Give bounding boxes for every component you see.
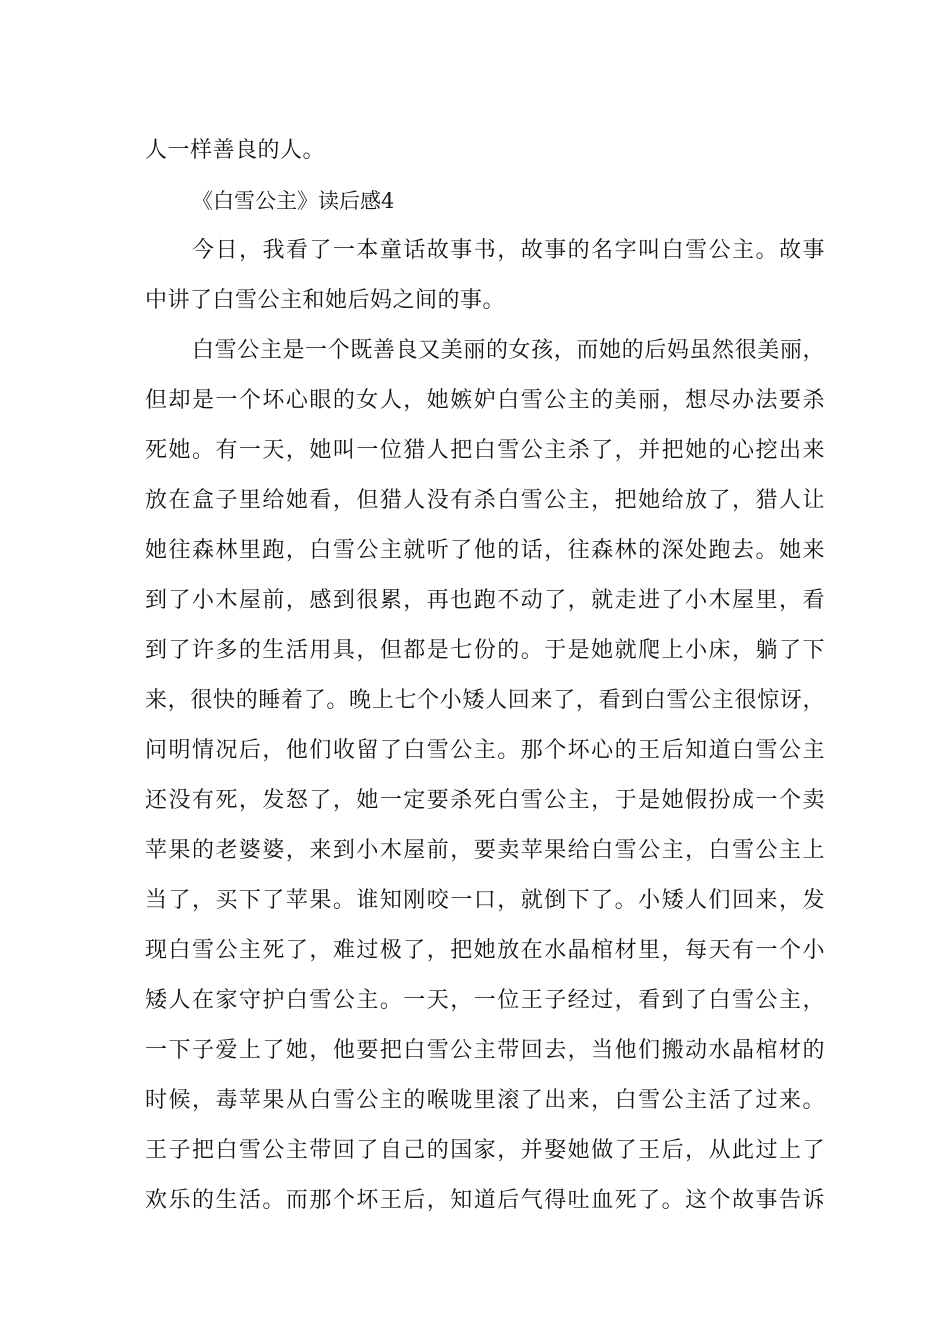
paragraph-line: 但却是一个坏心眼的女人，她嫉妒白雪公主的美丽，想尽办法要杀: [145, 388, 825, 413]
paragraph-line: 当了，买下了苹果。谁知刚咬一口，就倒下了。小矮人们回来，发: [145, 888, 825, 913]
paragraph-line: 白雪公主是一个既善良又美丽的女孩，而她的后妈虽然很美丽，: [192, 338, 825, 363]
paragraph-line: 放在盒子里给她看，但猎人没有杀白雪公主，把她给放了，猎人让: [145, 488, 825, 513]
section-heading: 《白雪公主》读后感4: [192, 189, 395, 213]
paragraph-line: 人一样善良的人。: [145, 138, 326, 163]
paragraph-line: 时候，毒苹果从白雪公主的喉咙里滚了出来，白雪公主活了过来。: [145, 1088, 825, 1113]
paragraph-line: 她往森林里跑，白雪公主就听了他的话，往森林的深处跑去。她来: [145, 538, 825, 563]
paragraph-line: 还没有死，发怒了，她一定要杀死白雪公主，于是她假扮成一个卖: [145, 788, 825, 813]
paragraph-line: 中讲了白雪公主和她后妈之间的事。: [145, 288, 506, 313]
paragraph-line: 问明情况后，他们收留了白雪公主。那个坏心的王后知道白雪公主: [145, 738, 825, 763]
paragraph-line: 死她。有一天，她叫一位猎人把白雪公主杀了，并把她的心挖出来: [145, 438, 825, 463]
paragraph-line: 一下子爱上了她，他要把白雪公主带回去，当他们搬动水晶棺材的: [145, 1038, 825, 1063]
paragraph-line: 欢乐的生活。而那个坏王后，知道后气得吐血死了。这个故事告诉: [145, 1188, 825, 1213]
paragraph-line: 今日，我看了一本童话故事书，故事的名字叫白雪公主。故事: [192, 238, 825, 263]
paragraph-line: 王子把白雪公主带回了自己的国家，并娶她做了王后，从此过上了: [145, 1138, 825, 1163]
paragraph-line: 到了小木屋前，感到很累，再也跑不动了，就走进了小木屋里，看: [145, 588, 825, 613]
paragraph-line: 现白雪公主死了，难过极了，把她放在水晶棺材里，每天有一个小: [145, 938, 825, 963]
paragraph-line: 到了许多的生活用具，但都是七份的。于是她就爬上小床，躺了下: [145, 638, 825, 663]
paragraph-line: 矮人在家守护白雪公主。一天，一位王子经过，看到了白雪公主，: [145, 988, 825, 1013]
paragraph-line: 来，很快的睡着了。晚上七个小矮人回来了，看到白雪公主很惊讶，: [145, 688, 825, 713]
paragraph-line: 苹果的老婆婆，来到小木屋前，要卖苹果给白雪公主，白雪公主上: [145, 838, 825, 863]
